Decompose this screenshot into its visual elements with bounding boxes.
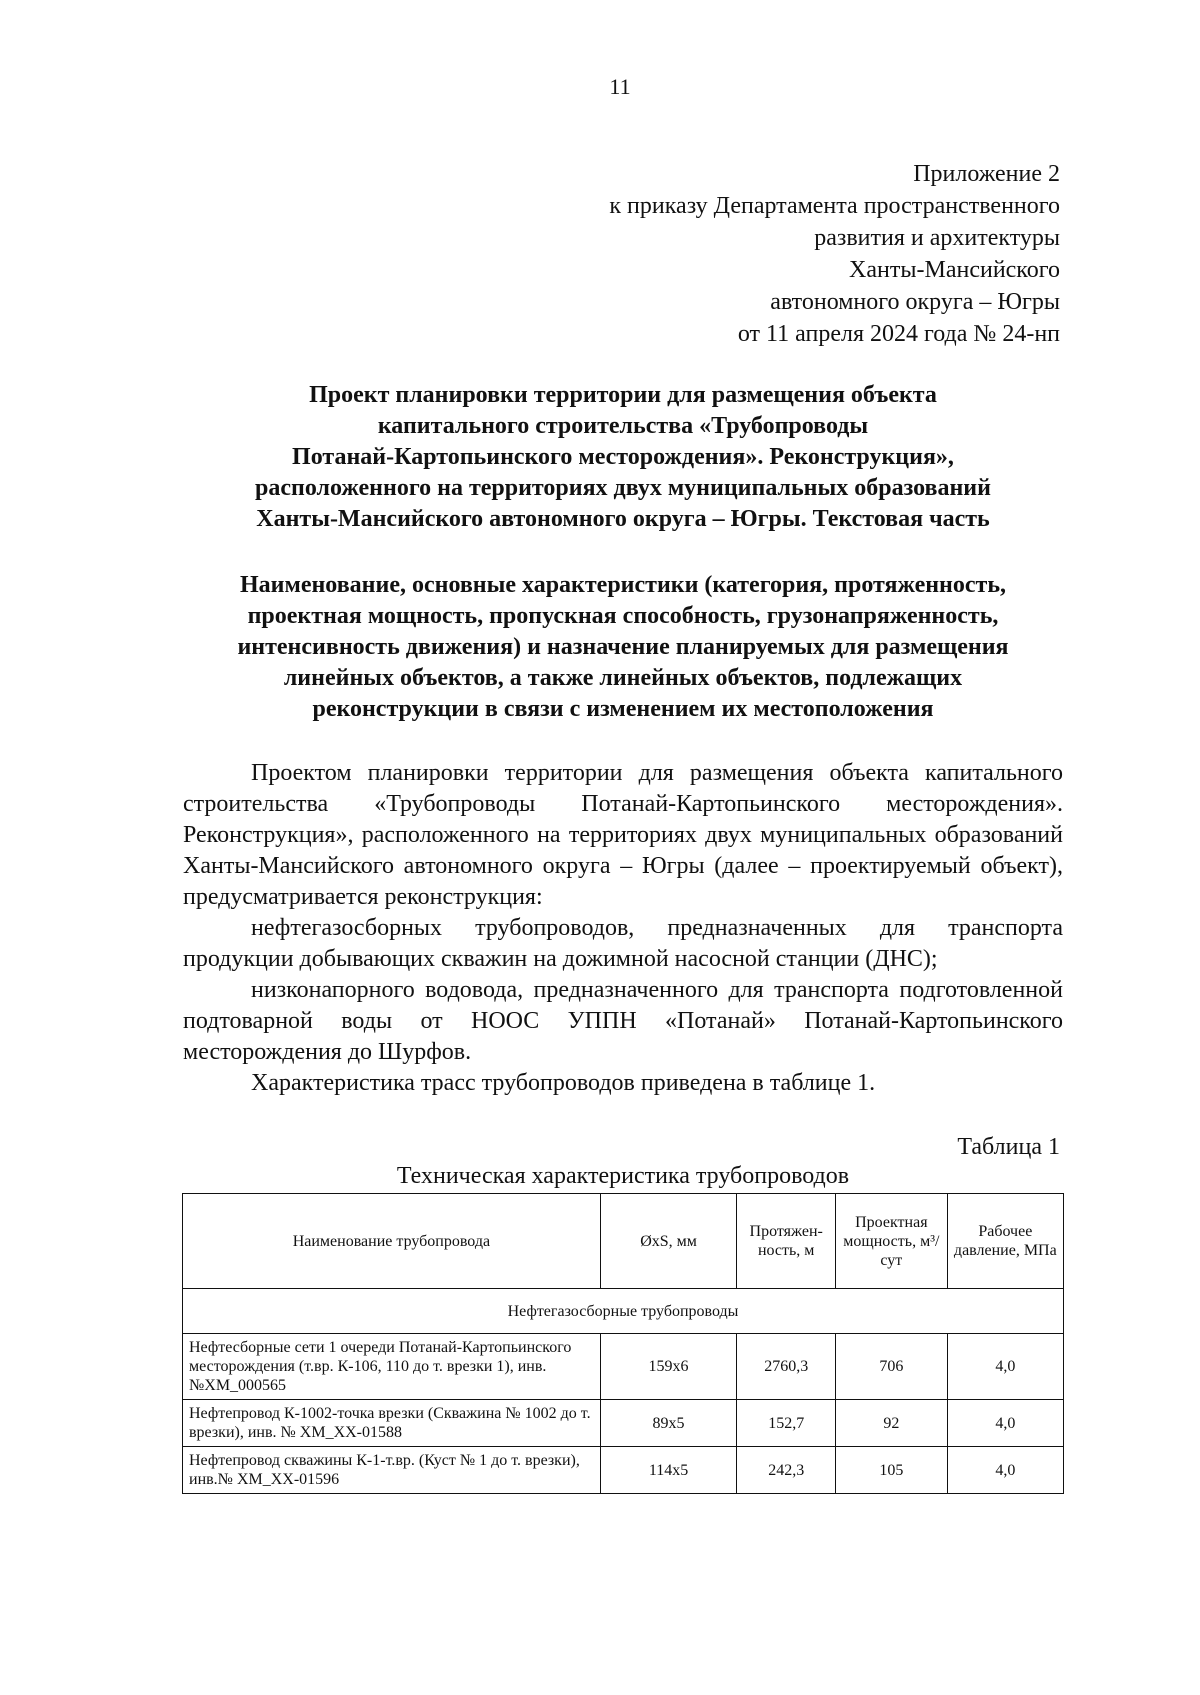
- header-length: Протяжен-ность, м: [737, 1194, 836, 1289]
- header-capacity: Проектная мощность, м³/сут: [836, 1194, 948, 1289]
- cell-pressure: 4,0: [947, 1447, 1063, 1494]
- section-line: Наименование, основные характеристики (категория, протяженность,: [239, 572, 1007, 598]
- table-header-row: [183, 1194, 1064, 1289]
- table-group-row: [183, 1289, 1064, 1334]
- table-label: Таблица 1: [957, 1134, 1060, 1160]
- title-line: Ханты-Мансийского автономного округа – Югры. Текстовая часть: [256, 506, 990, 532]
- appendix-block: [500, 158, 1060, 350]
- header-diameter: ØxS, мм: [600, 1194, 737, 1289]
- appendix-line: развития и архитектуры: [814, 225, 1060, 251]
- cell-length: 2760,3: [737, 1334, 836, 1400]
- table-caption: Техническая характеристика трубопроводов: [396, 1163, 850, 1189]
- page-number: 11: [609, 74, 631, 99]
- section-line: интенсивность движения) и назначение планируемых для размещения: [237, 634, 1009, 660]
- paragraph-table-ref: Характеристика трасс трубопроводов приведена в таблице 1.: [251, 1070, 876, 1096]
- table-row: [183, 1334, 1064, 1400]
- header-name: Наименование трубопровода: [183, 1194, 601, 1289]
- table-row: [183, 1400, 1064, 1447]
- cell-diameter: 114x5: [600, 1447, 737, 1494]
- document-title: [183, 380, 1063, 535]
- cell-length: 242,3: [737, 1447, 836, 1494]
- cell-capacity: 706: [836, 1334, 948, 1400]
- paragraph-water-pipeline: низконапорного водовода, предназначенного для транспорта подготовленной подтоварной воды от НООС УППН «Потанай» Потанай-Картопьинского месторождения до Шурфов.: [183, 977, 1063, 1065]
- appendix-line: к приказу Департамента пространственного: [609, 193, 1060, 219]
- appendix-line: Ханты-Мансийского: [849, 257, 1060, 283]
- body-text: [183, 758, 1063, 1099]
- table-row: [183, 1447, 1064, 1494]
- cell-pressure: 4,0: [947, 1400, 1063, 1447]
- cell-pressure: 4,0: [947, 1334, 1063, 1400]
- appendix-line: автономного округа – Югры: [770, 289, 1060, 315]
- cell-diameter: 89x5: [600, 1400, 737, 1447]
- cell-length: 152,7: [737, 1400, 836, 1447]
- appendix-line: Приложение 2: [913, 161, 1060, 187]
- section-heading: [183, 570, 1063, 725]
- cell-capacity: 105: [836, 1447, 948, 1494]
- title-line: Потанай-Картопьинского месторождения». Реконструкция»,: [292, 444, 954, 470]
- section-line: линейных объектов, а также линейных объектов, подлежащих: [283, 665, 963, 691]
- group-label: Нефтегазосборные трубопроводы: [183, 1289, 1064, 1334]
- title-line: Проект планировки территории для размещения объекта: [309, 382, 937, 408]
- header-pressure: Рабочее давление, МПа: [947, 1194, 1063, 1289]
- cell-name: Нефтепровод скважины К-1-т.вр. (Куст № 1 до т. врезки), инв.№ XM_XX-01596: [183, 1447, 601, 1494]
- title-line: расположенного на территориях двух муниципальных образований: [255, 475, 991, 501]
- paragraph-oil-pipelines: нефтегазосборных трубопроводов, предназначенных для транспорта продукции добывающих скважин на дожимной насосной станции (ДНС);: [183, 915, 1063, 972]
- pipelines-table: [182, 1193, 1064, 1494]
- cell-name: Нефтепровод К-1002-точка врезки (Скважина № 1002 до т. врезки), инв. № XM_XX-01588: [183, 1400, 601, 1447]
- cell-capacity: 92: [836, 1400, 948, 1447]
- appendix-line: от 11 апреля 2024 года № 24-нп: [737, 321, 1060, 347]
- paragraph-intro: Проектом планировки территории для размещения объекта капитального строительства «Трубопроводы Потанай-Картопьинского месторождения». Реконструкция», расположенного на территориях двух муниципальных образований Ханты-Мансийского автономного округа – Югры (далее – проектируемый объект), предусматривается реконструкция:: [183, 760, 1063, 910]
- title-line: капитального строительства «Трубопроводы: [377, 413, 869, 439]
- section-line: реконструкции в связи с изменением их местоположения: [312, 696, 934, 722]
- section-line: проектная мощность, пропускная способность, грузонапряженность,: [247, 603, 999, 629]
- cell-diameter: 159x6: [600, 1334, 737, 1400]
- cell-name: Нефтесборные сети 1 очереди Потанай-Картопьинского месторождения (т.вр. К-106, 110 до т. врезки 1), инв.№XM_000565: [183, 1334, 601, 1400]
